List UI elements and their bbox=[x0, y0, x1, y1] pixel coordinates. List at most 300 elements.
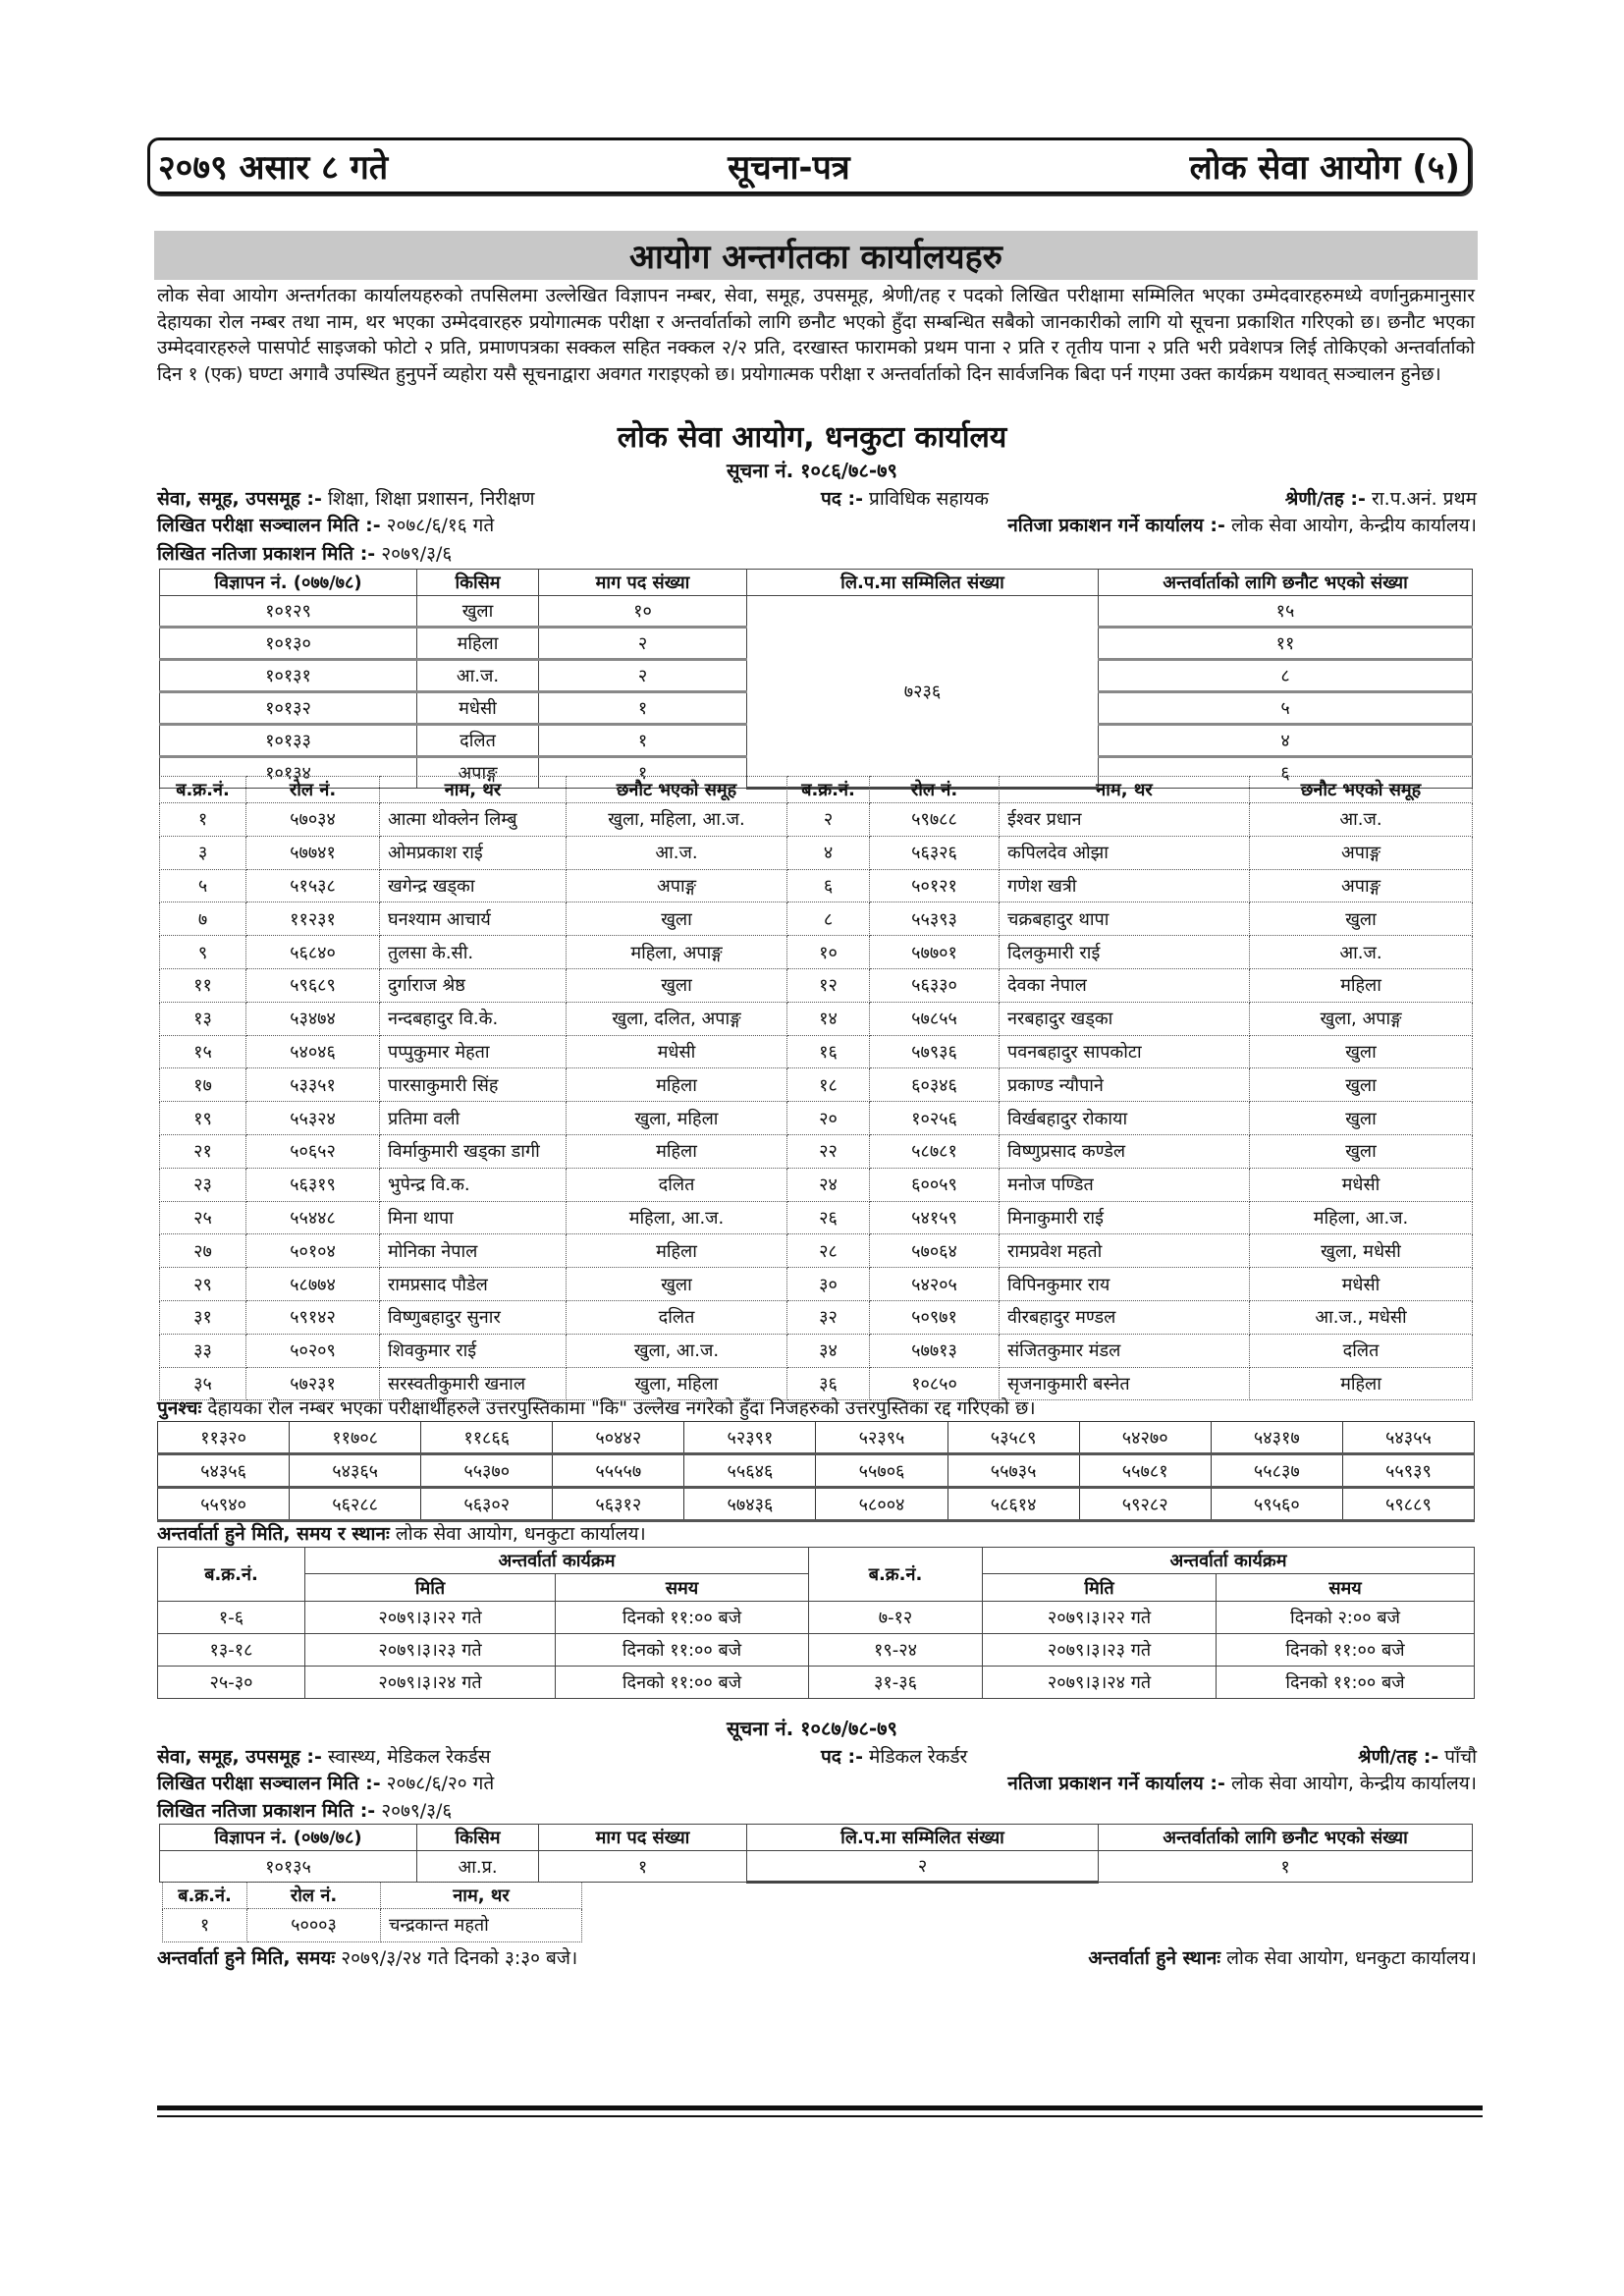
candidate-name: संजितकुमार मंडल bbox=[1000, 1334, 1250, 1367]
candidate-name: विर्खबहादुर रोकाया bbox=[1000, 1102, 1250, 1135]
selected-group: खुला bbox=[567, 968, 787, 1002]
label: लिखित नतिजा प्रकाशन मिति :- bbox=[157, 543, 376, 565]
value: लोक सेवा आयोग, धनकुटा कार्यालय। bbox=[1226, 1947, 1477, 1969]
value: २०७९/३/६ bbox=[381, 1800, 453, 1822]
summary-header: किसिम bbox=[417, 570, 539, 596]
candidate-name: रामप्रवेश महतो bbox=[1000, 1234, 1250, 1268]
grid-row bbox=[158, 1454, 1475, 1488]
candidate-name: ईश्वर प्रधान bbox=[1000, 803, 1250, 837]
serial: २ bbox=[787, 803, 870, 837]
serial-range: २५-३० bbox=[158, 1667, 305, 1699]
schedule-date-header: मिति bbox=[983, 1574, 1217, 1602]
cancelled-roll: ५९५६० bbox=[1211, 1488, 1342, 1521]
serial: ६ bbox=[787, 869, 870, 902]
selected-count: १ bbox=[1099, 1851, 1473, 1883]
interview-time: दिनको ११:०० बजे bbox=[1217, 1667, 1475, 1699]
table-row bbox=[160, 968, 1473, 1002]
serial-range: ३१-३६ bbox=[809, 1667, 983, 1699]
postscript bbox=[157, 1394, 1036, 1420]
table-row bbox=[160, 1300, 1473, 1334]
ad-number: १०१३२ bbox=[160, 692, 417, 725]
cancelled-roll: ५४३१७ bbox=[1211, 1422, 1342, 1454]
candidate-name: आत्मा थोक्लेन लिम्बु bbox=[380, 803, 567, 837]
candidate-header: ब.क्र.नं. bbox=[163, 1883, 247, 1909]
cancelled-roll-grid bbox=[157, 1421, 1475, 1522]
candidate-name: पारसाकुमारी सिंह bbox=[380, 1068, 567, 1102]
interview-date: २०७९।३।२४ गते bbox=[305, 1667, 556, 1699]
serial: ३० bbox=[787, 1268, 870, 1301]
value: देहायका रोल नम्बर भएका परीक्षार्थीहरुले उत्तरपुस्तिकामा "कि" उल्लेख नगरेको हुँदा निजहरुको उत्तरपुस्तिका रद्द गरिएको छ। bbox=[207, 1397, 1036, 1419]
interview-time: दिनको ११:०० बजे bbox=[1217, 1634, 1475, 1667]
type: खुला bbox=[417, 596, 539, 628]
notice1-level bbox=[1285, 485, 1477, 511]
schedule-time-header: समय bbox=[1217, 1574, 1475, 1602]
type: अपाङ्ग bbox=[417, 757, 539, 789]
roll-number: ५९६८९ bbox=[246, 968, 380, 1002]
summary-header: माग पद संख्या bbox=[539, 1825, 747, 1851]
candidate-header: रोल नं. bbox=[246, 777, 380, 803]
notice1-service bbox=[157, 485, 534, 511]
summary-header-row bbox=[160, 570, 1473, 596]
selected-group: महिला bbox=[1250, 968, 1473, 1002]
candidate-name: मनोज पण्डित bbox=[1000, 1168, 1250, 1201]
table-row bbox=[160, 902, 1473, 936]
selected-group: खुला bbox=[1250, 1068, 1473, 1102]
value: प्राविधिक सहायक bbox=[869, 488, 989, 510]
candidate-name: विष्णुबहादुर सुनार bbox=[380, 1300, 567, 1334]
table-row bbox=[160, 1268, 1473, 1301]
demand-count: १ bbox=[539, 757, 747, 789]
selected-group: दलित bbox=[567, 1168, 787, 1201]
selected-group: खुला, महिला, आ.ज. bbox=[567, 803, 787, 837]
grid-row bbox=[158, 1488, 1475, 1521]
value: पाँचौ bbox=[1444, 1746, 1477, 1768]
summary-header: लि.प.मा सम्मिलित संख्या bbox=[747, 570, 1099, 596]
cancelled-roll: ५४३६५ bbox=[290, 1454, 421, 1488]
candidate-header: नाम, थर bbox=[381, 1883, 582, 1909]
schedule-program-header: अन्तर्वार्ता कार्यक्रम bbox=[983, 1548, 1475, 1574]
type: महिला bbox=[417, 628, 539, 660]
label: श्रेणी/तह :- bbox=[1284, 488, 1366, 510]
cancelled-roll: ५६३१२ bbox=[553, 1488, 684, 1521]
candidate-header-row bbox=[160, 777, 1473, 803]
cancelled-roll: ५७४३६ bbox=[684, 1488, 816, 1521]
notice2-interview-time bbox=[157, 1944, 577, 1970]
notice2-number: सूचना नं. १०८७/७८-७९ bbox=[727, 1717, 897, 1740]
serial: १९ bbox=[160, 1102, 246, 1135]
candidate-name: दिलकुमारी राई bbox=[1000, 936, 1250, 969]
demand-count: १० bbox=[539, 596, 747, 628]
demand-count: १ bbox=[539, 725, 747, 757]
serial: ५ bbox=[160, 869, 246, 902]
selected-group: महिला, अपाङ्ग bbox=[567, 936, 787, 969]
roll-number: ५१५३८ bbox=[246, 869, 380, 902]
candidate-name: सृजनाकुमारी बस्नेत bbox=[1000, 1367, 1250, 1400]
ad-number: १०१३३ bbox=[160, 725, 417, 757]
serial: २२ bbox=[787, 1134, 870, 1168]
selected-group: दलित bbox=[1250, 1334, 1473, 1367]
roll-number: ५७०३४ bbox=[246, 803, 380, 837]
summary-header: किसिम bbox=[417, 1825, 539, 1851]
cancelled-roll: ५४३५६ bbox=[158, 1454, 290, 1488]
serial: १ bbox=[160, 803, 246, 837]
cancelled-roll: ५५६४६ bbox=[684, 1454, 816, 1488]
value: २०७८/६/१६ गते bbox=[386, 515, 495, 536]
cancelled-roll: ५९२८२ bbox=[1079, 1488, 1211, 1521]
schedule-time-header: समय bbox=[556, 1574, 809, 1602]
header-date: २०७९ असार ८ गते bbox=[158, 148, 389, 188]
serial: ९ bbox=[160, 936, 246, 969]
label: नतिजा प्रकाशन गर्ने कार्यालय :- bbox=[1007, 1773, 1225, 1794]
roll-number: ५०६५२ bbox=[246, 1134, 380, 1168]
cancelled-roll: ५६२८८ bbox=[290, 1488, 421, 1521]
value: लोक सेवा आयोग, केन्द्रीय कार्यालय। bbox=[1230, 515, 1477, 536]
cancelled-roll: ५३५८९ bbox=[947, 1422, 1079, 1454]
serial: २६ bbox=[787, 1201, 870, 1234]
cancelled-roll: ५५७८१ bbox=[1079, 1454, 1211, 1488]
selected-group: महिला bbox=[567, 1234, 787, 1268]
candidate-header: नाम, थर bbox=[1000, 777, 1250, 803]
serial: २८ bbox=[787, 1234, 870, 1268]
serial: ११ bbox=[160, 968, 246, 1002]
cancelled-roll: ५८६१४ bbox=[947, 1488, 1079, 1521]
candidate-name: तुलसा के.सी. bbox=[380, 936, 567, 969]
table-row bbox=[163, 1909, 582, 1942]
notice1-post bbox=[821, 485, 989, 511]
roll-number: ५०००३ bbox=[247, 1909, 381, 1942]
cancelled-roll: ५५९४० bbox=[158, 1488, 290, 1521]
serial: ८ bbox=[787, 902, 870, 936]
serial: २३ bbox=[160, 1168, 246, 1201]
header-publisher: लोक सेवा आयोग (५) bbox=[1189, 148, 1460, 188]
candidate-name: सरस्वतीकुमारी खनाल bbox=[380, 1367, 567, 1400]
summary-header: अन्तर्वार्ताको लागि छनौट भएको संख्या bbox=[1099, 570, 1473, 596]
label: पुनश्चः bbox=[157, 1397, 202, 1419]
selected-group: महिला, आ.ज. bbox=[567, 1201, 787, 1234]
cancelled-roll: ५२३९१ bbox=[684, 1422, 816, 1454]
serial: १८ bbox=[787, 1068, 870, 1102]
serial: ३४ bbox=[787, 1334, 870, 1367]
cancelled-roll: ५५५५७ bbox=[553, 1454, 684, 1488]
roll-number: ५५४४८ bbox=[246, 1201, 380, 1234]
selected-group: आ.ज. bbox=[1250, 803, 1473, 837]
notice2-level bbox=[1358, 1743, 1477, 1769]
ad-number: १०१३० bbox=[160, 628, 417, 660]
roll-number: ५०१०४ bbox=[246, 1234, 380, 1268]
candidate-name: ओमप्रकाश राई bbox=[380, 836, 567, 869]
appeared-count: २ bbox=[747, 1851, 1099, 1883]
candidate-name: मोनिका नेपाल bbox=[380, 1234, 567, 1268]
interview-time: दिनको ११:०० बजे bbox=[556, 1602, 809, 1634]
value: शिक्षा, शिक्षा प्रशासन, निरीक्षण bbox=[327, 488, 535, 510]
selected-group: खुला, दलित, अपाङ्ग bbox=[567, 1002, 787, 1035]
candidate-header-row bbox=[163, 1883, 582, 1909]
label: लिखित परीक्षा सञ्चालन मिति :- bbox=[157, 515, 381, 536]
candidate-header: रोल नं. bbox=[247, 1883, 381, 1909]
selected-group: अपाङ्ग bbox=[1250, 869, 1473, 902]
serial: १ bbox=[163, 1909, 247, 1942]
section-title: आयोग अन्तर्गतका कार्यालयहरु bbox=[154, 231, 1478, 280]
roll-number: ५०१२१ bbox=[870, 869, 1000, 902]
label: श्रेणी/तह :- bbox=[1358, 1746, 1439, 1768]
schedule-serial-header: ब.क्र.नं. bbox=[158, 1548, 305, 1602]
candidate-header: छनौट भएको समूह bbox=[1250, 777, 1473, 803]
grid-row bbox=[158, 1422, 1475, 1454]
demand-count: १ bbox=[539, 692, 747, 725]
selected-group: खुला bbox=[567, 902, 787, 936]
selected-count: ८ bbox=[1099, 660, 1473, 692]
label: लिखित परीक्षा सञ्चालन मिति :- bbox=[157, 1773, 381, 1794]
serial-range: १-६ bbox=[158, 1602, 305, 1634]
selected-group: मधेसी bbox=[1250, 1168, 1473, 1201]
table-row bbox=[160, 1134, 1473, 1168]
selected-group: खुला bbox=[1250, 1035, 1473, 1068]
serial: १५ bbox=[160, 1035, 246, 1068]
notice1-result-office bbox=[1007, 512, 1477, 537]
type: मधेसी bbox=[417, 692, 539, 725]
selected-group: खुला bbox=[567, 1268, 787, 1301]
cancelled-roll: ५०४४२ bbox=[553, 1422, 684, 1454]
roll-number: ५०९७१ bbox=[870, 1300, 1000, 1334]
candidate-header: ब.क्र.नं. bbox=[160, 777, 246, 803]
summary-header: अन्तर्वार्ताको लागि छनौट भएको संख्या bbox=[1099, 1825, 1473, 1851]
roll-number: ५७८५५ bbox=[870, 1002, 1000, 1035]
selected-group: अपाङ्ग bbox=[567, 869, 787, 902]
notice1-exam-date bbox=[157, 512, 494, 537]
roll-number: ५४०४६ bbox=[246, 1035, 380, 1068]
serial: २१ bbox=[160, 1134, 246, 1168]
selected-group: महिला bbox=[567, 1134, 787, 1168]
label: पद :- bbox=[821, 488, 863, 510]
label: नतिजा प्रकाशन गर्ने कार्यालय :- bbox=[1007, 515, 1225, 536]
candidate-name: पप्पुकुमार मेहता bbox=[380, 1035, 567, 1068]
serial: ७ bbox=[160, 902, 246, 936]
roll-number: ५०२०९ bbox=[246, 1334, 380, 1367]
table-row bbox=[160, 1035, 1473, 1068]
value: २०७९/३/६ bbox=[381, 543, 453, 565]
label: लिखित नतिजा प्रकाशन मिति :- bbox=[157, 1800, 376, 1822]
cancelled-roll: ११७०८ bbox=[290, 1422, 421, 1454]
serial: ३३ bbox=[160, 1334, 246, 1367]
selected-group: महिला, आ.ज. bbox=[1250, 1201, 1473, 1234]
intro-paragraph: लोक सेवा आयोग अन्तर्गतका कार्यालयहरुको तपसिलमा उल्लेखित विज्ञापन नम्बर, सेवा, समूह, उपसमूह, श्रेणी/तह र पदको लिखित परीक्षामा सम्मिलित भएका उम्मेदवारहरुमध्ये वर्णानुक्रमानुसार देहायका रोल नम्बर तथा नाम, थर भएका उम्मेदवारहरु प्रयोगात्मक परीक्षा र अन्तर्वार्ताको लागि छनौट भएको हुँदा सम्बन्धित सबैको जानकारीको लागि यो सूचना प्रकाशित गरिएको छ। छनौट भएका उम्मेदवारहरुले पासपोर्ट साइजको फोटो २ प्रति, प्रमाणपत्रका सक्कल सहित नक्कल २/२ प्रति, दरखास्त फारामको प्रथम पाना २ प्रति र तृतीय पाना २ प्रति भरी प्रवेशपत्र लिई तोकिएको अन्तर्वार्ताको दिन १ (एक) घण्टा अगावै उपस्थित हुनुपर्ने व्यहोरा यसै सूचनाद्वारा अवगत गराइएको छ। प्रयोगात्मक परीक्षा र अन्तर्वार्ताको दिन सार्वजनिक बिदा पर्न गएमा उक्त कार्यक्रम यथावत् सञ्चालन हुनेछ। bbox=[157, 285, 1475, 385]
notice2-result-date bbox=[157, 1797, 452, 1823]
selected-group: खुला bbox=[1250, 902, 1473, 936]
type: आ.ज. bbox=[417, 660, 539, 692]
serial-range: ७-१२ bbox=[809, 1602, 983, 1634]
value: रा.प.अनं. प्रथम bbox=[1371, 488, 1477, 510]
roll-number: ५८७८१ bbox=[870, 1134, 1000, 1168]
notice1-interview-info bbox=[157, 1520, 646, 1546]
label: सेवा, समूह, उपसमूह :- bbox=[157, 488, 322, 510]
summary-row bbox=[160, 596, 1473, 628]
notice2-candidate-table bbox=[162, 1882, 582, 1942]
candidate-name: मिना थापा bbox=[380, 1201, 567, 1234]
selected-count: ५ bbox=[1099, 692, 1473, 725]
roll-number: ५७०६४ bbox=[870, 1234, 1000, 1268]
roll-number: १०८५० bbox=[870, 1367, 1000, 1400]
roll-number: ५४१५९ bbox=[870, 1201, 1000, 1234]
notice2-interview-place bbox=[1088, 1944, 1477, 1970]
ad-number: १०१३१ bbox=[160, 660, 417, 692]
notice1-number: सूचना नं. १०८६/७८-७९ bbox=[727, 459, 897, 482]
schedule-row bbox=[158, 1602, 1475, 1634]
candidate-header: छनौट भएको समूह bbox=[567, 777, 787, 803]
serial: २० bbox=[787, 1102, 870, 1135]
cancelled-roll: ५४३५५ bbox=[1342, 1422, 1474, 1454]
value: लोक सेवा आयोग, धनकुटा कार्यालय। bbox=[395, 1523, 646, 1545]
serial: ३६ bbox=[787, 1367, 870, 1400]
table-row bbox=[160, 869, 1473, 902]
cancelled-roll: ५८००४ bbox=[816, 1488, 947, 1521]
cancelled-roll: ११३२० bbox=[158, 1422, 290, 1454]
interview-time: दिनको ११:०० बजे bbox=[556, 1667, 809, 1699]
table-row bbox=[160, 1234, 1473, 1268]
candidate-name: प्रतिमा वली bbox=[380, 1102, 567, 1135]
notice1-candidate-table bbox=[159, 776, 1473, 1400]
serial: १६ bbox=[787, 1035, 870, 1068]
notice2-service bbox=[157, 1743, 491, 1769]
candidate-name: चक्रबहादुर थापा bbox=[1000, 902, 1250, 936]
appeared-count: ७२३६ bbox=[747, 596, 1099, 789]
candidate-name: प्रकाण्ड न्यौपाने bbox=[1000, 1068, 1250, 1102]
serial: १७ bbox=[160, 1068, 246, 1102]
cancelled-roll: ५५७३५ bbox=[947, 1454, 1079, 1488]
serial: ४ bbox=[787, 836, 870, 869]
table-row bbox=[160, 1068, 1473, 1102]
table-row bbox=[160, 1002, 1473, 1035]
candidate-header: रोल नं. bbox=[870, 777, 1000, 803]
roll-number: ५६८४० bbox=[246, 936, 380, 969]
roll-number: ५७२३१ bbox=[246, 1367, 380, 1400]
roll-number: ६००५९ bbox=[870, 1168, 1000, 1201]
selected-group: खुला, महिला bbox=[567, 1367, 787, 1400]
candidate-name: पवनबहादुर सापकोटा bbox=[1000, 1035, 1250, 1068]
serial: ३२ bbox=[787, 1300, 870, 1334]
label: अन्तर्वार्ता हुने मिति, समयः bbox=[157, 1947, 336, 1969]
roll-number: ६०३४६ bbox=[870, 1068, 1000, 1102]
candidate-name: भुपेन्द्र वि.क. bbox=[380, 1168, 567, 1201]
selected-count: ६ bbox=[1099, 757, 1473, 789]
interview-date: २०७९।३।२३ गते bbox=[305, 1634, 556, 1667]
table-row bbox=[160, 1168, 1473, 1201]
candidate-name: कपिलदेव ओझा bbox=[1000, 836, 1250, 869]
serial: १३ bbox=[160, 1002, 246, 1035]
serial-range: १३-१८ bbox=[158, 1634, 305, 1667]
summary-header: विज्ञापन नं. (०७७/७८) bbox=[160, 570, 417, 596]
cancelled-roll: ५५७०६ bbox=[816, 1454, 947, 1488]
interview-date: २०७९।३।२२ गते bbox=[305, 1602, 556, 1634]
roll-number: ५७७४१ bbox=[246, 836, 380, 869]
summary-header: माग पद संख्या bbox=[539, 570, 747, 596]
serial: १४ bbox=[787, 1002, 870, 1035]
cancelled-roll: ५२३९५ bbox=[816, 1422, 947, 1454]
summary-row bbox=[160, 1851, 1473, 1883]
selected-group: आ.ज. bbox=[567, 836, 787, 869]
cancelled-roll: ११८६६ bbox=[421, 1422, 553, 1454]
roll-number: ५९७८८ bbox=[870, 803, 1000, 837]
table-row bbox=[160, 1201, 1473, 1234]
selected-group: आ.ज. bbox=[1250, 936, 1473, 969]
candidate-name: नन्दबहादुर वि.के. bbox=[380, 1002, 567, 1035]
summary-header: लि.प.मा सम्मिलित संख्या bbox=[747, 1825, 1099, 1851]
serial: २५ bbox=[160, 1201, 246, 1234]
roll-number: ५७७१३ bbox=[870, 1334, 1000, 1367]
notice2-exam-date bbox=[157, 1770, 494, 1795]
roll-number: ५९१४२ bbox=[246, 1300, 380, 1334]
roll-number: ५३४७४ bbox=[246, 1002, 380, 1035]
value: मेडिकल रेकर्डर bbox=[869, 1746, 968, 1768]
type: दलित bbox=[417, 725, 539, 757]
serial: ३१ bbox=[160, 1300, 246, 1334]
candidate-name: नरबहादुर खड्का bbox=[1000, 1002, 1250, 1035]
schedule-date-header: मिति bbox=[305, 1574, 556, 1602]
cancelled-roll: ५५३७० bbox=[421, 1454, 553, 1488]
candidate-name: विष्णुप्रसाद कण्डेल bbox=[1000, 1134, 1250, 1168]
table-row bbox=[160, 936, 1473, 969]
candidate-name: घनश्याम आचार्य bbox=[380, 902, 567, 936]
notice1-result-date bbox=[157, 540, 452, 566]
candidate-name: दुर्गाराज श्रेष्ठ bbox=[380, 968, 567, 1002]
serial: ३ bbox=[160, 836, 246, 869]
schedule-program-header: अन्तर्वार्ता कार्यक्रम bbox=[305, 1548, 809, 1574]
type: आ.प्र. bbox=[417, 1851, 539, 1883]
demand-count: १ bbox=[539, 1851, 747, 1883]
candidate-name: विपिनकुमार राय bbox=[1000, 1268, 1250, 1301]
serial: २७ bbox=[160, 1234, 246, 1268]
candidate-name: चन्द्रकान्त महतो bbox=[381, 1909, 582, 1942]
label: सेवा, समूह, उपसमूह :- bbox=[157, 1746, 322, 1768]
candidate-name: शिवकुमार राई bbox=[380, 1334, 567, 1367]
roll-number: ५३३५१ bbox=[246, 1068, 380, 1102]
candidate-name: विर्माकुमारी खड्का डागी bbox=[380, 1134, 567, 1168]
roll-number: ५५३२४ bbox=[246, 1102, 380, 1135]
value: २०७९/३/२४ गते दिनको ३:३० बजे। bbox=[341, 1947, 578, 1969]
roll-number: ५५३९३ bbox=[870, 902, 1000, 936]
schedule-serial-header: ब.क्र.नं. bbox=[809, 1548, 983, 1602]
label: अन्तर्वार्ता हुने स्थानः bbox=[1088, 1947, 1221, 1969]
cancelled-roll: ५५९३९ bbox=[1342, 1454, 1474, 1488]
cancelled-roll: ५९८८९ bbox=[1342, 1488, 1474, 1521]
roll-number: ५८७७४ bbox=[246, 1268, 380, 1301]
notice1-summary-table bbox=[159, 569, 1473, 790]
selected-group: दलित bbox=[567, 1300, 787, 1334]
serial: २९ bbox=[160, 1268, 246, 1301]
demand-count: २ bbox=[539, 628, 747, 660]
serial: १२ bbox=[787, 968, 870, 1002]
interview-date: २०७९।३।२२ गते bbox=[983, 1602, 1217, 1634]
table-row bbox=[160, 836, 1473, 869]
table-row bbox=[160, 803, 1473, 837]
cancelled-roll: ५६३०२ bbox=[421, 1488, 553, 1521]
serial-range: १९-२४ bbox=[809, 1634, 983, 1667]
candidate-name: मिनाकुमारी राई bbox=[1000, 1201, 1250, 1234]
office-title: लोक सेवा आयोग, धनकुटा कार्यालय bbox=[617, 420, 1007, 455]
interview-time: दिनको २:०० बजे bbox=[1217, 1602, 1475, 1634]
cancelled-roll: ५४२७० bbox=[1079, 1422, 1211, 1454]
table-row bbox=[160, 1102, 1473, 1135]
selected-count: १५ bbox=[1099, 596, 1473, 628]
roll-number: ५६३३० bbox=[870, 968, 1000, 1002]
notice2-result-office bbox=[1007, 1770, 1477, 1795]
roll-number: ५६३२६ bbox=[870, 836, 1000, 869]
selected-group: मधेसी bbox=[1250, 1268, 1473, 1301]
notice2-post bbox=[821, 1743, 967, 1769]
demand-count: २ bbox=[539, 660, 747, 692]
serial: २४ bbox=[787, 1168, 870, 1201]
selected-group: खुला bbox=[1250, 1102, 1473, 1135]
selected-count: ४ bbox=[1099, 725, 1473, 757]
